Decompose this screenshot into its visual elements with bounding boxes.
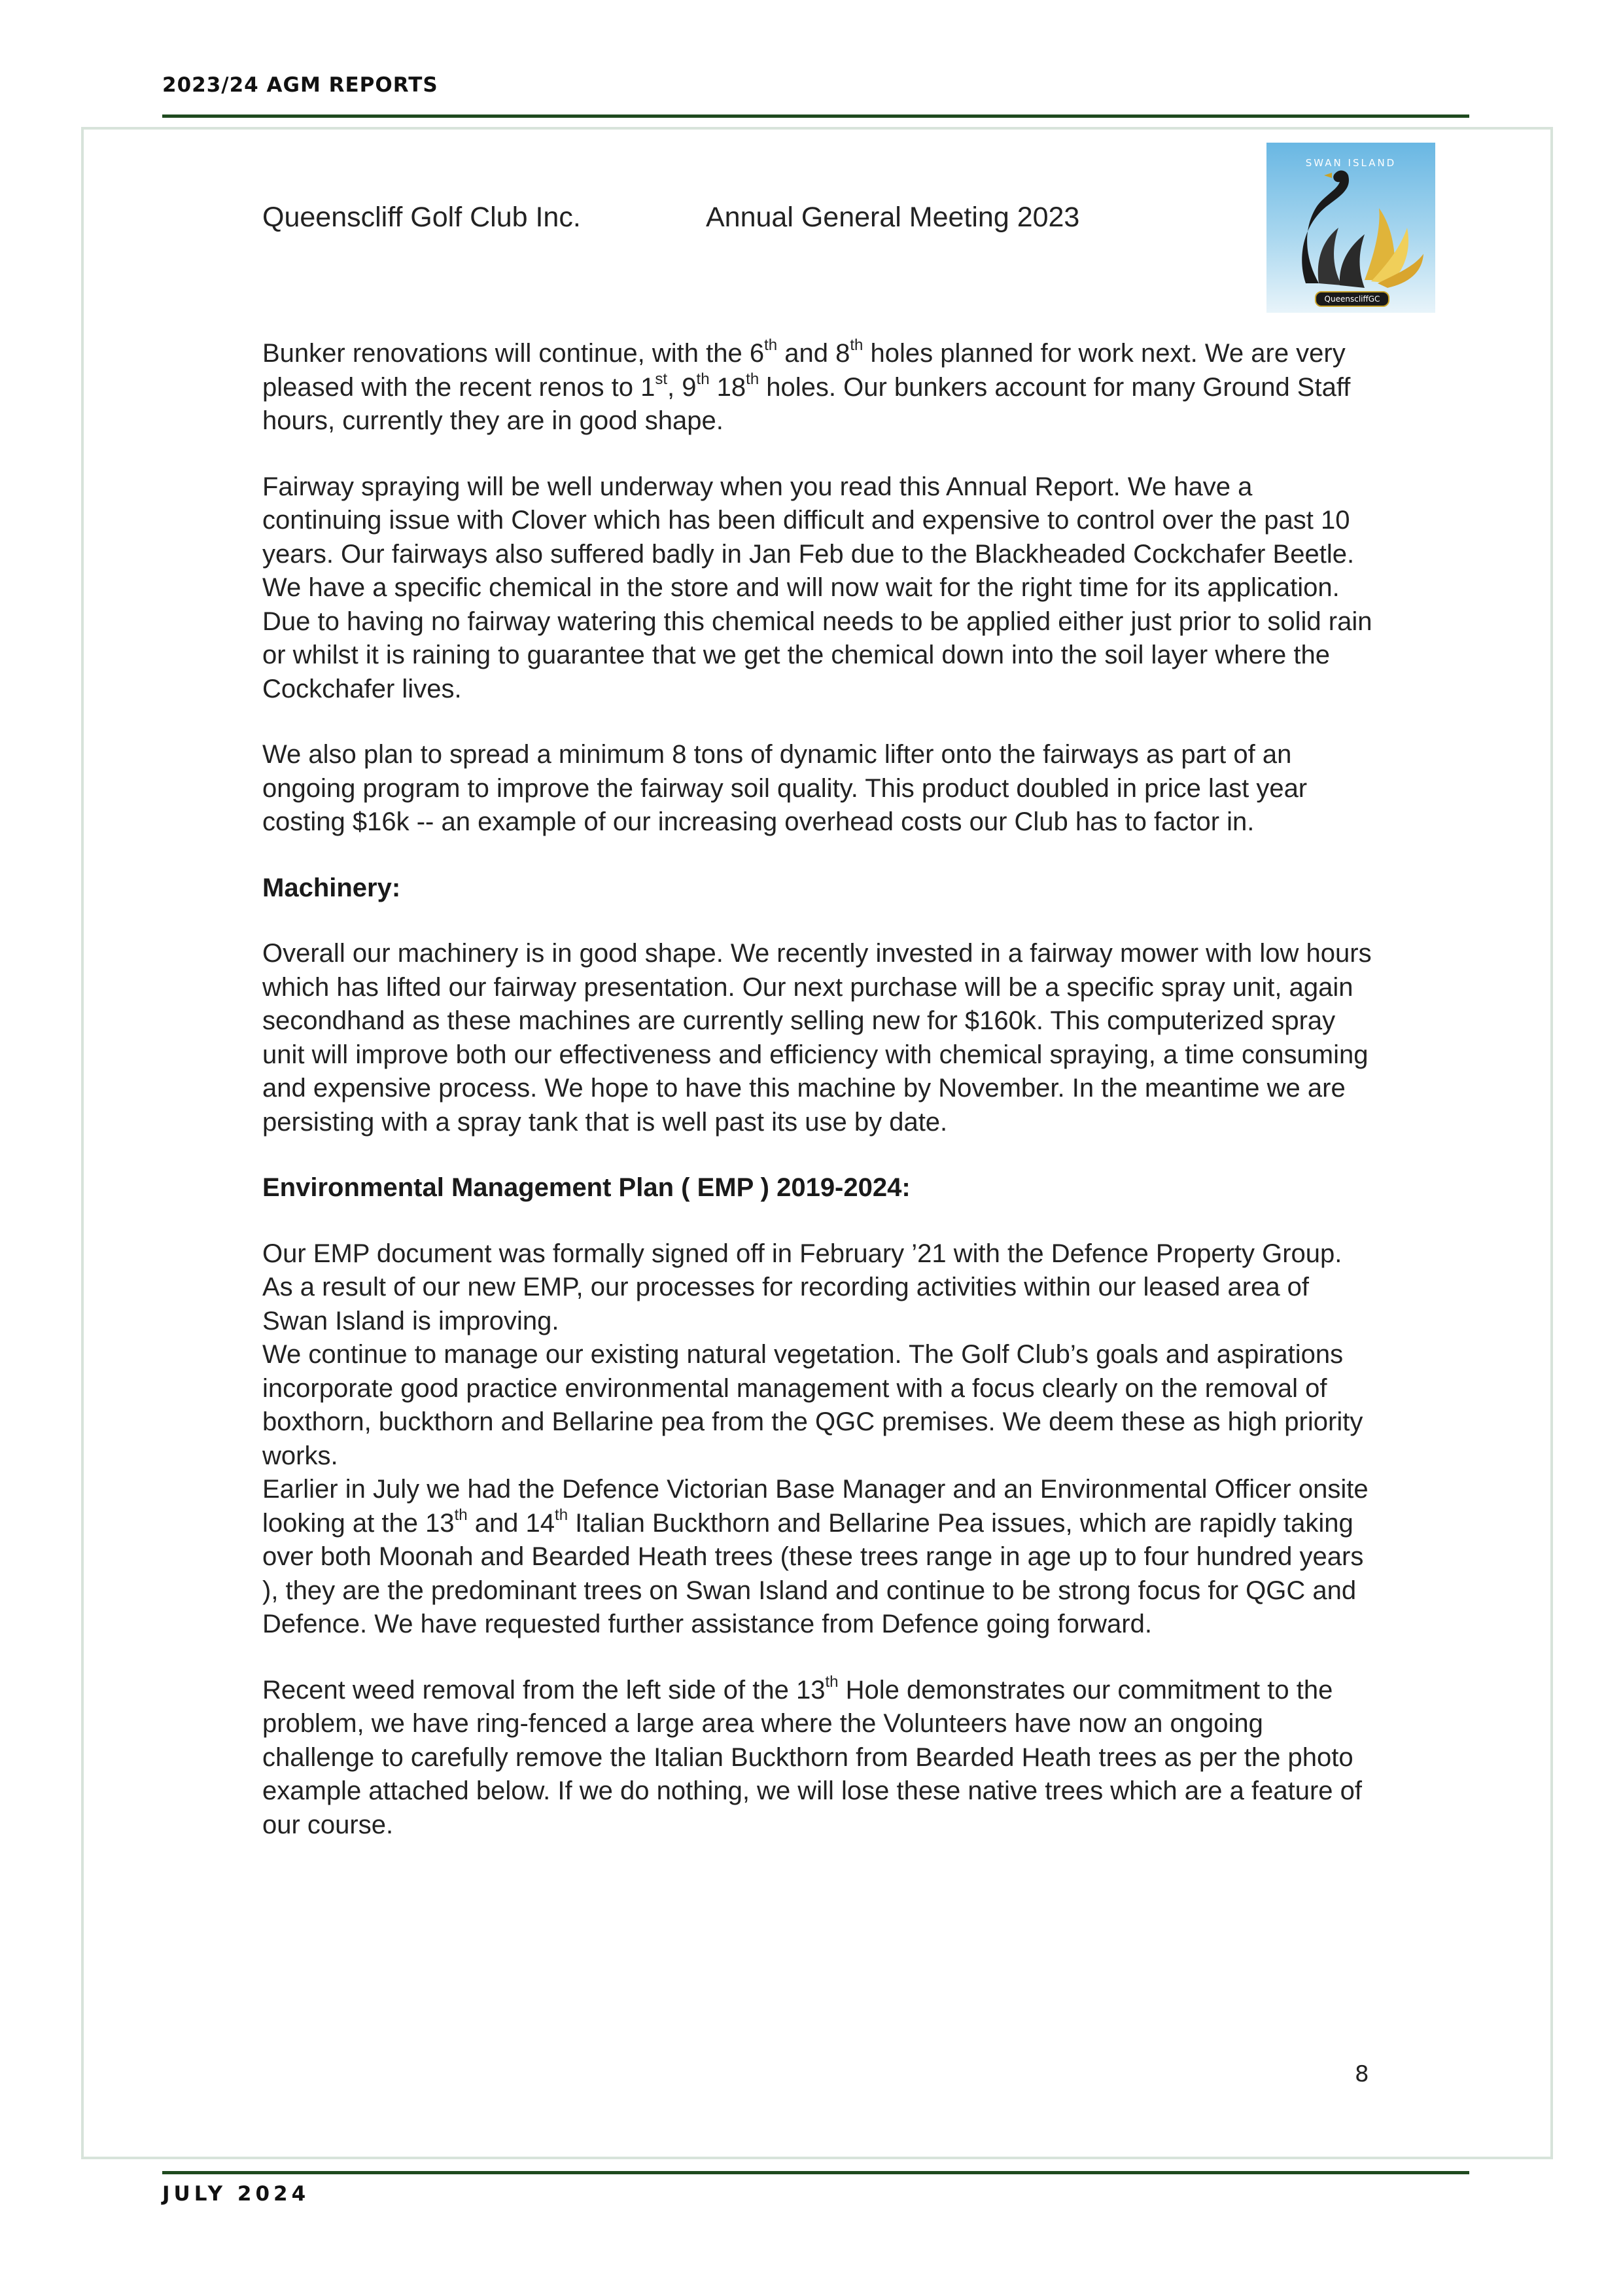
paragraph-machinery: Overall our machinery is in good shape. We recently invested in a fairway mower with low hours which has lifted our fairway presentation. Our next purchase will be a specific spray unit, again secondhand as these machines are currently selling new for $160k. This computerized spray unit will improve both our effectiveness and efficiency with chemical spraying, a time consuming and expensive process. We hope to have this machine by November. In the meantime we are persisting with a spray tank that is well past its use by date.	[262, 939, 1372, 1137]
heading-machinery: Machinery:	[262, 873, 401, 902]
meeting-title: Annual General Meeting 2023	[706, 202, 1080, 233]
footer-date: JULY 2024	[162, 2182, 310, 2206]
report-header-title: 2023/24 AGM REPORTS	[162, 73, 438, 97]
paragraph-bunkers: Bunker renovations will continue, with the 6th and 8th holes planned for work next. We are very pleased with the recent renos to 1st, 9th 18th holes. Our bunkers account for many Ground Staff hours, currently they are in good shape.	[262, 336, 1351, 435]
paragraph-dynamic-lifter: We also plan to spread a minimum 8 tons of dynamic lifter onto the fairways as part of an ongoing program to improve the fairway soil quality. This product doubled in price last year costing $16k -- an example of our increasing overhead costs our Club has to factor in.	[262, 740, 1308, 836]
heading-emp: Environmental Management Plan ( EMP ) 2019-2024:	[262, 1173, 911, 1202]
organization-name: Queenscliff Golf Club Inc.	[262, 202, 581, 233]
logo-badge: QueenscliffGC	[1315, 291, 1389, 307]
page-number: 8	[1355, 2061, 1369, 2087]
paragraph-weed-removal: Recent weed removal from the left side of the 13th Hole demonstrates our commitment to the problem, we have ring-fenced a large area where the Volunteers have now an ongoing challenge to carefully remove the Italian Buckthorn from Bearded Heath trees as per the photo example attached below. If we do nothing, we will lose these native trees which are a feature of our course.	[262, 1672, 1362, 1839]
paragraph-vegetation: We continue to manage our existing natural vegetation. The Golf Club’s goals and aspirations incorporate good practice environmental management with a focus clearly on the removal of boxthorn, buckthorn and Bellarine pea from the QGC premises. We deem these as high priority works.	[262, 1340, 1363, 1470]
report-body	[262, 337, 1374, 1874]
logo-top-text: SWAN ISLAND	[1305, 157, 1397, 169]
footer-divider	[162, 2171, 1469, 2174]
paragraph-defence-visit: Earlier in July we had the Defence Victorian Base Manager and an Environmental Officer onsite looking at the 13th and 14th Italian Buckthorn and Bellarine Pea issues, which are rapidly taking over both Moonah and Bearded Heath trees (these trees range in age up to four hundred years ), they are the predominant trees on Swan Island and continue to be strong focus for QGC and Defence. We have requested further assistance from Defence going forward.	[262, 1475, 1369, 1638]
paragraph-fairway-spraying: Fairway spraying will be well underway when you read this Annual Report. We have a continuing issue with Clover which has been difficult and expensive to control over the past 10 years. Our fairways also suffered badly in Jan Feb due to the Blackheaded Cockchafer Beetle. We have a specific chemical in the store and will now wait for the right time for its application. Due to having no fairway watering this chemical needs to be applied either just prior to solid rain or whilst it is raining to guarantee that we get the chemical down into the soil layer where the Cockchafer lives.	[262, 472, 1372, 703]
paragraph-emp-signoff: Our EMP document was formally signed off in February ’21 with the Defence Property Group. As a result of our new EMP, our processes for recording activities within our leased area of Swan Island is improving.	[262, 1239, 1342, 1335]
swan-island-logo	[1266, 143, 1435, 313]
header-divider	[162, 115, 1469, 118]
